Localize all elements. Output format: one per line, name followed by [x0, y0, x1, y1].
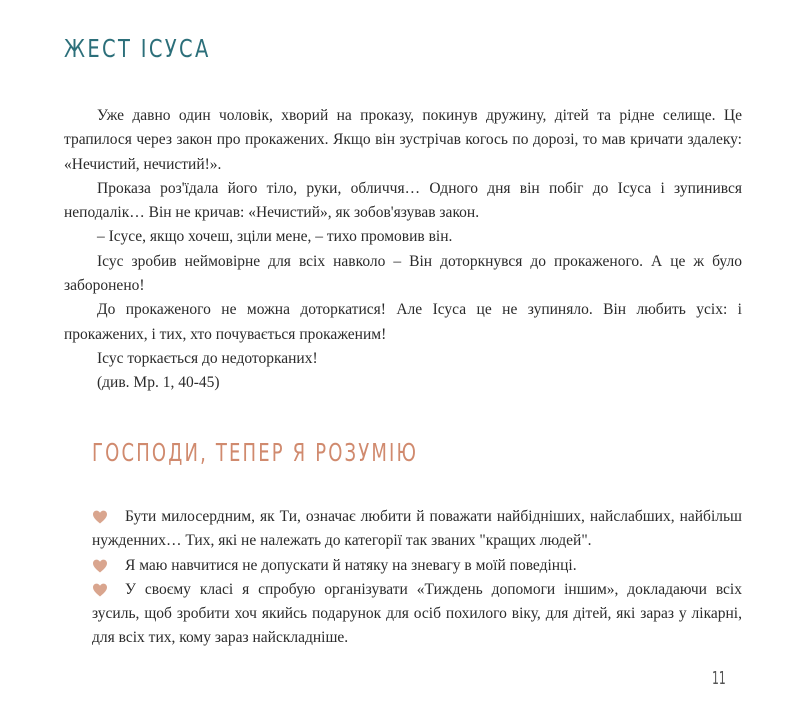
page-title: ЖЕСТ ІСУСА	[64, 34, 211, 63]
list-item	[92, 505, 742, 554]
heart-icon	[92, 558, 108, 574]
story-paragraph: Уже давно один чоловік, хворий на проказу, покинув дружину, дітей та рідне селище. Це трапилося через закон про прокажених. Якщо він зустрічав когось по дорозі, то мав кричати здалеку: «Нечистий, нечистий!».	[64, 107, 742, 173]
heart-icon	[92, 582, 108, 598]
list-item-text: Бути милосердним, як Ти, означає любити й поважати найбідніших, найслабших, найбільш нужденних… Тих, які не належать до категорії так званих "кращих людей".	[92, 508, 742, 550]
list-item	[92, 578, 742, 651]
story-text	[64, 104, 742, 396]
heart-icon	[92, 509, 108, 525]
list-item-text: У своєму класі я спробую організувати «Тиждень допомоги іншим», докладаючи всіх зусиль, щоб зробити хоч якийсь подарунок для осіб похилого віку, для дітей, які зараз у лікарні, для всіх тих, кому зараз найскладніше.	[92, 580, 742, 647]
story-paragraph: Проказа роз'їдала його тіло, руки, обличчя… Одного дня він побіг до Ісуса і зупинився неподалік… Він не кричав: «Нечистий», як зобов'язував закон.	[64, 179, 742, 222]
scripture-reference: (див. Мр. 1, 40-45)	[97, 374, 220, 392]
story-paragraph: – Ісусе, якщо хочеш, зціли мене, – тихо промовив він.	[97, 228, 453, 246]
list-item-text: Я маю навчитися не допускати й натяку на зневагу в моїй поведінці.	[125, 556, 577, 574]
story-paragraph: До прокаженого не можна доторкатися! Але Ісуса це не зупиняло. Він любить усіх: і прокажених, і тих, хто почувається прокаженим!	[64, 301, 742, 343]
story-paragraph: Ісус торкається до недоторканих!	[97, 349, 318, 367]
reflection-list	[92, 505, 742, 651]
list-item	[92, 554, 742, 578]
page-number: 11	[712, 668, 726, 689]
section-heading: ГОСПОДИ, ТЕПЕР Я РОЗУМІЮ	[92, 438, 419, 467]
story-paragraph: Ісус зробив неймовірне для всіх навколо – Він доторкнувся до прокаженого. А це ж було заборонено!	[64, 252, 742, 295]
